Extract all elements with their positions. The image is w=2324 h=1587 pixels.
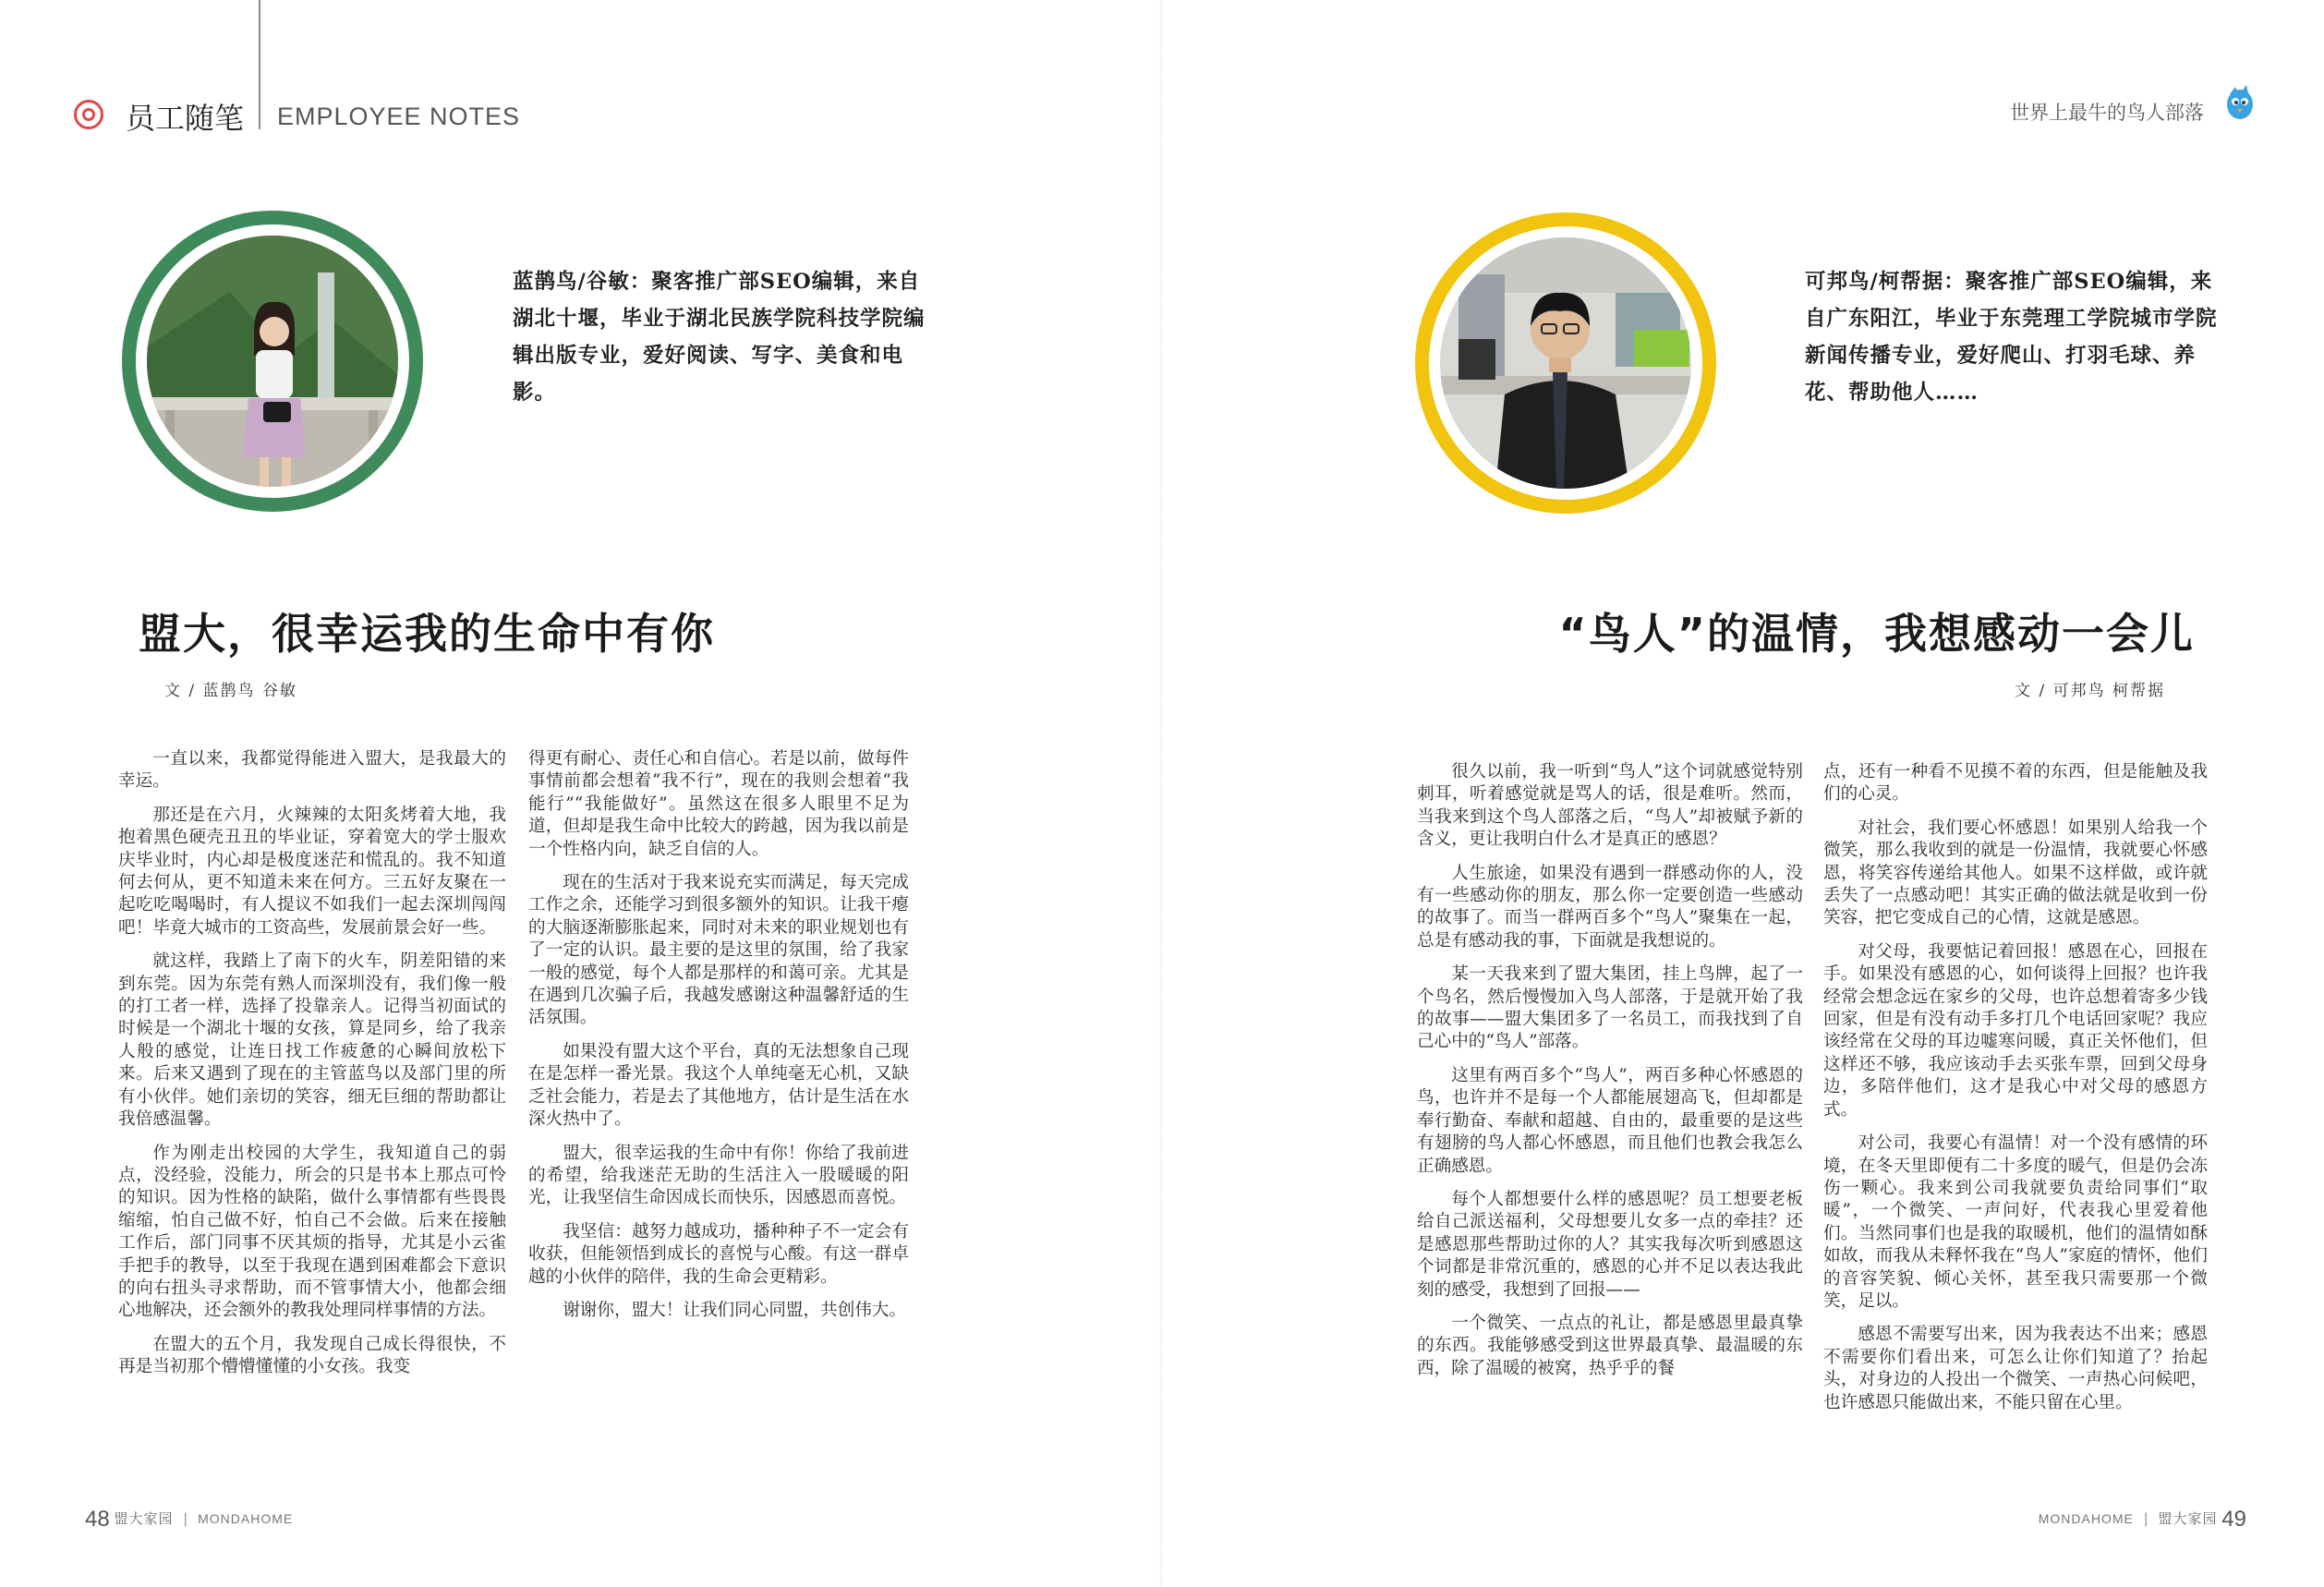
article-column-1 [118,748,506,1390]
paragraph: 某一天我来到了盟大集团，挂上鸟牌，起了一个鸟名，然后慢慢加入鸟人部落，于是就开始了我的故事——盟大集团多了一名员工，而我找到了自己心中的“鸟人”部落。 [1417,964,1803,1052]
paragraph: 对社会，我们要心怀感恩！如果别人给我一个微笑，那么我收到的就是一份温情，我就要心怀感恩，将笑容传递给其他人。如果不这样做，或许就丢失了一点感动吧！其实正确的做法就是收到一份笑容，把它变成自己的心情，这就是感恩。 [1823,818,2208,928]
author-bio-right: 可邦鸟/柯帮据：聚客推广部SEO编辑，来自广东阳江，毕业于东莞理工学院城市学院新闻传播专业，爱好爬山、打羽毛球、养花、帮助他人…… [1805,270,2218,405]
section-title-cn: 员工随笔 [126,101,245,136]
article-column-3 [1417,761,1803,1391]
header-divider [259,0,260,129]
paragraph: 得更有耐心、责任心和自信心。若是以前，做每件事情前都会想着“我不行”，现在的我则会想着“我能行”“我能做好”。虽然这在很多人眼里不足为道，但却是我生命中比较大的跨越，因为我以前是一个性格内向，缺乏自信的人。 [528,749,909,859]
footer-brand-cn: 盟大家园 [2158,1510,2218,1527]
paragraph: 谢谢你，盟大！让我们同心同盟，共创伟大。 [563,1300,907,1320]
footer-separator: | [2143,1510,2148,1527]
paragraph: 那还是在六月，火辣辣的太阳炙烤着大地，我抱着黑色硬壳丑丑的毕业证，穿着宽大的学士服欢庆毕业时，内心却是极度迷茫和慌乱的。我不知道何去何从，更不知道未来在何方。三五好友聚在一起吃吃喝喝时，有人提议不如我们一起去深圳闯闯吧！毕竟大城市的工资高些，发展前景会好一些。 [118,805,506,938]
paragraph: 在盟大的五个月，我发现自己成长得很快，不再是当初那个懵懵懂懂的小女孩。我变 [118,1334,506,1377]
page-number: 48 [85,1507,110,1532]
footer-separator: | [183,1510,188,1527]
byline-right: 文 / 可邦鸟 柯帮据 [2015,682,2165,700]
section-title-en: EMPLOYEE NOTES [277,103,521,130]
logo-icon [74,100,103,129]
author-portrait-right [1415,212,1716,514]
article-column-4 [1823,761,2208,1425]
paragraph: 对父母，我要惦记着回报！感恩在心，回报在手。如果没有感恩的心，如何谈得上回报？也许我经常会想念远在家乡的父母，也许总想着寄多少钱回家，但是有没有动手多打几个电话回家呢？我应该经常在父母的耳边嘘寒问暖，真正关怀他们，但这样还不够，我应该动手去买张车票，回到父母身边，多陪伴他们，这才是我心中对父母的感恩方式。 [1823,941,2208,1120]
portrait-photo [147,236,398,487]
footer-brand-en: MONDAHOME [2038,1511,2134,1526]
paragraph: 我坚信：越努力越成功，播种种子不一定会有收获，但能领悟到成长的喜悦与心酸。有这一群卓越的小伙伴的陪伴，我的生命会更精彩。 [528,1221,909,1287]
paragraph: 这里有两百多个“鸟人”，两百多种心怀感恩的鸟，也许并不是每一个人都能展翅高飞，但却都是奉行勤奋、奉献和超越、自由的，最重要的是这些有翅膀的鸟人都心怀感恩，而且他们也教会我怎么正确感恩。 [1417,1065,1803,1176]
paragraph: 一个微笑、一点点的礼让，都是感恩里最真挚的东西。我能够感受到这世界最真挚、最温暖的东西，除了温暖的被窝，热乎乎的餐 [1417,1313,1803,1378]
author-portrait-left [122,211,423,512]
portrait-photo [1440,237,1691,489]
paragraph: 人生旅途，如果没有遇到一群感动你的人，没有一些感动你的朋友，那么你一定要创造一些感动的故事了。而当一群两百多个“鸟人”聚集在一起，总是有感动我的事，下面就是我想说的。 [1417,863,1803,951]
paragraph: 作为刚走出校园的大学生，我知道自己的弱点，没经验，没能力，所会的只是书本上那点可怜的知识。因为性格的缺陷，做什么事情都有些畏畏缩缩，怕自己做不好，怕自己不会做。后来在接触工作后，部门同事不厌其烦的指导，尤其是小云雀手把手的教导，以至于我现在遇到困难都会下意识的向右扭头寻求帮助，而不管事情大小，他都会细心地解决，还会额外的教我处理同样事情的方法。 [118,1143,506,1321]
article-title-left: 盟大，很幸运我的生命中有你 [139,609,715,659]
paragraph: 很久以前，我一听到“鸟人”这个词就感觉特别刺耳，听着感觉就是骂人的话，很是难听。然而，当我来到这个鸟人部落之后，“鸟人”却被赋予新的含义，更让我明白什么才是真正的感恩？ [1417,762,1803,850]
paragraph: 现在的生活对于我来说充实而满足，每天完成工作之余，还能学习到很多额外的知识。让我干瘪的大脑逐渐膨胀起来，同时对未来的职业规划也有了一定的认识。最主要的是这里的氛围，给了我家一般的感觉，每个人都是那样的和蔼可亲。尤其是在遇到几次骗子后，我越发感谢这种温馨舒适的生活氛围。 [528,873,909,1028]
article-title-right: “鸟人”的温情，我想感动一会儿 [1558,609,2195,659]
header-right-title: 世界上最牛的鸟人部落 [2010,102,2204,124]
blue-bird-icon [2221,83,2259,122]
paragraph: 如果没有盟大这个平台，真的无法想象自己现在是怎样一番光景。我这个人单纯毫无心机，又缺乏社会能力，若是去了其他地方，估计是生活在水深火热中了。 [528,1041,909,1130]
paragraph: 点，还有一种看不见摸不着的东西，但是能触及我们的心灵。 [1823,762,2208,805]
paragraph: 就这样，我踏上了南下的火车，阴差阳错的来到东莞。因为东莞有熟人而深圳没有，我们像一般的打工者一样，选择了投靠亲人。记得当初面试的时候是一个湖北十堰的女孩，算是同乡，给了我亲人般的感觉，让连日找工作疲惫的心瞬间放松下来。后来又遇到了现在的主管蓝鸟以及部门里的所有小伙伴。她们亲切的笑容，细无巨细的帮助都让我倍感温馨。 [118,951,506,1130]
footer-right [2039,1507,2246,1532]
footer-brand-cn: 盟大家园 [114,1510,174,1527]
right-page [1162,0,2324,1587]
author-bio-left: 蓝鹊鸟/谷敏：聚客推广部SEO编辑，来自湖北十堰，毕业于湖北民族学院科技学院编辑出版专业，爱好阅读、写字、美食和电影。 [513,270,926,405]
byline-left: 文 / 蓝鹊鸟 谷敏 [164,682,297,700]
paragraph: 对公司，我要心有温情！对一个没有感情的环境，在冬天里即便有二十多度的暖气，但是仍会冻伤一颗心。我来到公司我就要负责给同事们“取暖”，一个微笑、一声问好，代表我心里爱着他们。当然同事们也是我的取暖机，他们的温情如酥如故，而我从未释怀我在“鸟人”家庭的情怀，他们的音容笑貌、倾心关怀，甚至我只需要那一个微笑，足以。 [1823,1133,2208,1311]
footer-left [85,1507,293,1532]
paragraph: 感恩不需要写出来，因为我表达不出来；感恩不需要你们看出来，可怎么让你们知道了？抬起头，对身边的人投出一个微笑、一声热心问候吧，也许感恩只能做出来，不能只留在心里。 [1823,1325,2208,1412]
article-column-2 [528,748,909,1333]
footer-brand-en: MONDAHOME [198,1511,294,1526]
paragraph: 每个人都想要什么样的感恩呢？员工想要老板给自己派送福利，父母想要儿女多一点的牵挂？还是感恩那些帮助过你的人？其实我每次听到感恩这个词都是非常沉重的，感恩的心并不足以表达我此刻的感受，我想到了回报—— [1417,1189,1803,1300]
paragraph: 盟大，很幸运我的生命中有你！你给了我前进的希望，给我迷茫无助的生活注入一股暖暖的阳光，让我坚信生命因成长而快乐，因感恩而喜悦。 [528,1143,909,1208]
page-number: 49 [2221,1507,2246,1532]
paragraph: 一直以来，我都觉得能进入盟大，是我最大的幸运。 [118,749,506,792]
